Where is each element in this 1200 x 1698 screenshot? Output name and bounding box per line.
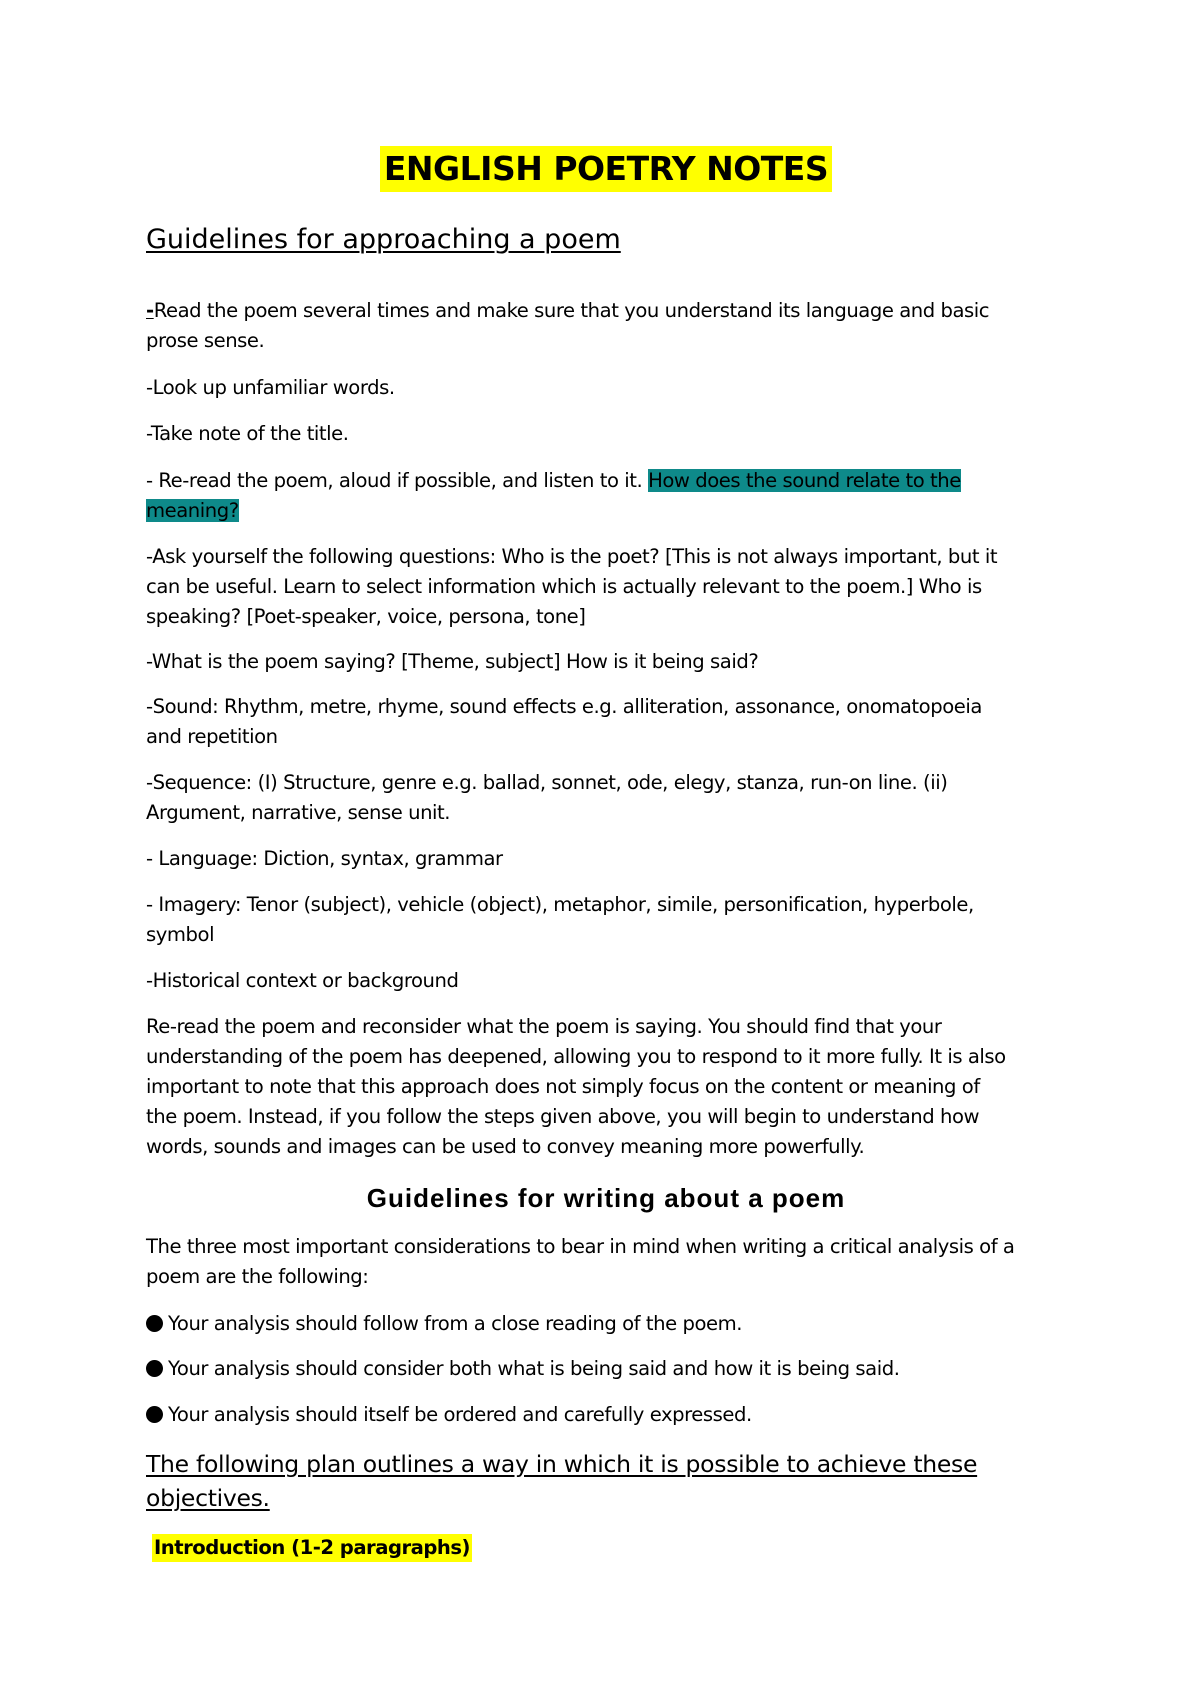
item-4-highlight-2: meaning?: [146, 499, 239, 522]
plan-statement: [146, 1447, 1066, 1515]
approach-item-2: -Look up unfamiliar words.: [146, 376, 395, 399]
reread-line-4: the poem. Instead, if you follow the steps given above, you will begin to understand how: [146, 1105, 980, 1128]
bullet-item: [146, 1309, 1066, 1339]
title-wrap: [146, 146, 1066, 192]
document-title: ENGLISH POETRY NOTES: [380, 146, 832, 192]
item-4-highlight-1: How does the sound relate to the: [648, 469, 961, 492]
item-8-line-2: Argument, narrative, sense unit.: [146, 801, 451, 824]
reread-line-1: Re-read the poem and reconsider what the poem is saying. You should find that your: [146, 1015, 942, 1038]
approach-heading: Guidelines for approaching a poem: [146, 224, 621, 255]
plan-line-2: objectives.: [146, 1484, 270, 1512]
item-10-line-2: symbol: [146, 923, 215, 946]
item-8-line-1: -Sequence: (I) Structure, genre e.g. ballad, sonnet, ode, elegy, stanza, run-on line. (ii): [146, 771, 948, 794]
approach-item-7: [146, 692, 1066, 752]
item-4-text: - Re-read the poem, aloud if possible, and listen to it.: [146, 469, 649, 492]
approach-item-5: [146, 542, 1066, 632]
item-5-line-3: speaking? [Poet-speaker, voice, persona, tone]: [146, 605, 586, 628]
item-1-line-1: Read the poem several times and make sure that you understand its language and basic: [153, 299, 990, 322]
approach-item-4: [146, 466, 1066, 526]
bullet-dot-icon: [146, 1406, 163, 1423]
writing-intro-line-2: poem are the following:: [146, 1265, 369, 1288]
item-1-line-2: prose sense.: [146, 329, 265, 352]
bullet-text-2: Your analysis should consider both what is being said and how it is being said.: [168, 1357, 900, 1380]
item-7-line-1: -Sound: Rhythm, metre, rhyme, sound effects e.g. alliteration, assonance, onomatopoeia: [146, 695, 982, 718]
writing-heading: Guidelines for writing about a poem: [366, 1183, 846, 1213]
approach-item-6: -What is the poem saying? [Theme, subject] How is it being said?: [146, 650, 759, 673]
reread-paragraph: [146, 1012, 1066, 1162]
bullet-text-1: Your analysis should follow from a close reading of the poem.: [168, 1312, 743, 1335]
bullet-item: [146, 1354, 1066, 1384]
item-7-line-2: and repetition: [146, 725, 278, 748]
item-dash: -: [146, 299, 154, 322]
approach-item-8: [146, 768, 1066, 828]
item-10-line-1: - Imagery: Tenor (subject), vehicle (object), metaphor, simile, personification, hyperbole,: [146, 893, 974, 916]
writing-intro-line-1: The three most important considerations to bear in mind when writing a critical analysis of a: [146, 1235, 1015, 1258]
introduction-heading: Introduction (1-2 paragraphs): [152, 1534, 472, 1562]
plan-line-1: The following plan outlines a way in which it is possible to achieve these: [146, 1450, 978, 1478]
bullet-item: [146, 1400, 1066, 1430]
bullet-dot-icon: [146, 1315, 163, 1332]
writing-intro: [146, 1232, 1066, 1292]
item-5-line-1: -Ask yourself the following questions: Who is the poet? [This is not always important, but it: [146, 545, 998, 568]
reread-line-2: understanding of the poem has deepened, allowing you to respond to it more fully. It is also: [146, 1045, 1006, 1068]
item-5-line-2: can be useful. Learn to select information which is actually relevant to the poem.] Who is: [146, 575, 982, 598]
bullet-dot-icon: [146, 1360, 163, 1377]
approach-item-1: [146, 296, 1066, 356]
bullet-text-3: Your analysis should itself be ordered and carefully expressed.: [168, 1403, 752, 1426]
reread-line-5: words, sounds and images can be used to convey meaning more powerfully.: [146, 1135, 865, 1158]
approach-item-3: -Take note of the title.: [146, 422, 349, 445]
approach-item-10: [146, 890, 1066, 950]
reread-line-3: important to note that this approach does not simply focus on the content or meaning of: [146, 1075, 980, 1098]
approach-item-11: -Historical context or background: [146, 969, 459, 992]
approach-item-9: - Language: Diction, syntax, grammar: [146, 847, 503, 870]
